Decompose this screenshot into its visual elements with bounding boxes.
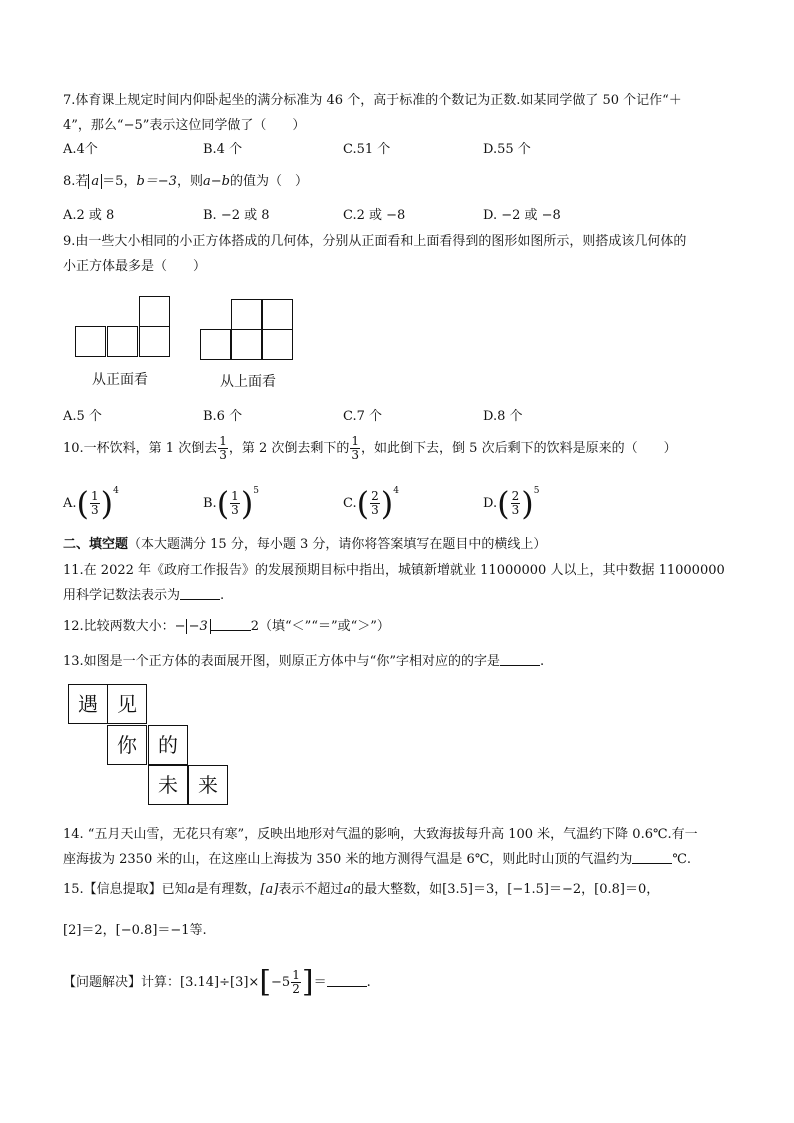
section-2-heading: [63, 536, 546, 554]
q8-eq1: ＝5，: [102, 174, 137, 189]
net-cell: 来: [188, 765, 228, 805]
q7-option-b: B.4 个: [203, 142, 243, 157]
q7-option-a: A.4个: [63, 142, 98, 157]
q8-option-a: A.2 或 8: [63, 208, 115, 223]
q13-line: 13.如图是一个正方体的表面展开图，则原正方体中与“你”字相对应的的字是 .: [63, 654, 545, 669]
q9-option-d: D.8 个: [483, 409, 523, 424]
q10-option-b: B.( $\frac{1}{3}$ )$^5$: [203, 484, 260, 523]
q9-option-c: C.7 个: [343, 409, 383, 424]
q8-mid: ，则: [176, 174, 203, 189]
net-cell: 未: [148, 765, 188, 805]
q8-b: b＝−3: [136, 174, 177, 189]
q15-line2: [2]＝2，[−0.8]＝−1等.: [63, 923, 207, 938]
q11-answer-blank[interactable]: [180, 587, 220, 600]
q10-part1: 10.一杯饮料，第 1 次倒去: [63, 441, 218, 456]
q10-part2: ，第 2 次倒去剩下的: [228, 441, 350, 456]
q11-line1: 11.在 2022 年《政府工作报告》的发展预期目标中指出，城镇新增就业 11000000 人以上，其中数据 11000000: [63, 563, 725, 578]
front-view-caption: 从正面看: [92, 372, 148, 388]
q14-line2: 座海拔为 2350 米的山，在这座山上海拔为 350 米的地方测得气温是 6℃，则此时山顶的气温约为 ℃.: [63, 852, 692, 867]
q10-option-d: D.( $\frac{2}{3}$ )$^5$: [483, 484, 540, 523]
q12-abs: −3: [186, 619, 211, 634]
q7-option-d: D.55 个: [483, 142, 531, 157]
q15-answer-blank[interactable]: [327, 974, 367, 987]
q8-prefix: 8.若: [63, 174, 89, 189]
q8-expr: a−b: [202, 174, 230, 189]
q12-answer-blank[interactable]: [211, 618, 251, 631]
q10-frac2: $\frac{1}{3}$: [351, 434, 360, 462]
q15-problem: 【问题解决】计算：[3.14]÷[3]×[−5 $\frac{1}{2}$ ]＝ .: [63, 964, 371, 1000]
net-cell: 遇: [68, 684, 108, 724]
q7-line1: 7.体育课上规定时间内仰卧起坐的满分标准为 46 个，高于标准的个数记为正数.如某同学做了 50 个记作“＋: [63, 93, 682, 108]
q9-option-b: B.6 个: [203, 409, 243, 424]
q13-answer-blank[interactable]: [500, 653, 540, 666]
q8-suffix: 的值为（ ）: [229, 174, 308, 189]
q8-stem: [63, 173, 308, 191]
net-cell: 见: [107, 684, 147, 724]
section-2-title: 二、填空题: [63, 537, 129, 552]
q9-option-a: A.5 个: [63, 409, 102, 424]
q14-answer-blank[interactable]: [632, 851, 672, 864]
q9-line2: 小正方体最多是（ ）: [63, 259, 207, 274]
q15-line1: 15.【信息提取】已知a是有理数，[a]表示不超过a的最大整数，如[3.5]＝3，[−1.5]＝−2，[0.8]＝0，: [63, 882, 660, 897]
q14-line1: 14. “五月天山雪，无花只有寒”，反映出地形对气温的影响，大致海拔每升高 100 米，气温约下降 0.6℃.有一: [63, 827, 698, 842]
q8-abs-a: a: [88, 174, 102, 189]
q10-option-c: C.( $\frac{2}{3}$ )$^4$: [343, 484, 399, 523]
q8-option-d: D. −2 或 −8: [483, 208, 561, 223]
q7-line2: 4”，那么“−5”表示这位同学做了（ ）: [63, 118, 306, 133]
q10-frac1: $\frac{1}{3}$: [219, 434, 227, 462]
q8-option-c: C.2 或 −8: [343, 208, 406, 223]
q8-option-b: B. −2 或 8: [203, 208, 270, 223]
q10-part3: ，如此倒下去，倒 5 次后剩下的饮料是原来的（ ）: [361, 441, 677, 456]
q12-line: 12.比较两数大小：− −3 2（填“＜”“＝”或“＞”）: [63, 619, 390, 634]
net-cell: 的: [148, 725, 188, 765]
q10-stem: [63, 432, 677, 466]
net-cell: 你: [107, 725, 147, 765]
section-2-desc: （本大题满分 15 分，每小题 3 分，请你将答案填写在题目中的横线上）: [128, 537, 547, 552]
top-view-caption: 从上面看: [220, 374, 276, 390]
q11-line2: 用科学记数法表示为 .: [63, 588, 225, 603]
q7-option-c: C.51 个: [343, 142, 391, 157]
q10-option-a: A.( $\frac{1}{3}$ )$^4$: [63, 484, 119, 523]
q9-line1: 9.由一些大小相同的小正方体搭成的几何体，分别从正面看和上面看得到的图形如图所示，则搭成该几何体的: [63, 234, 687, 249]
